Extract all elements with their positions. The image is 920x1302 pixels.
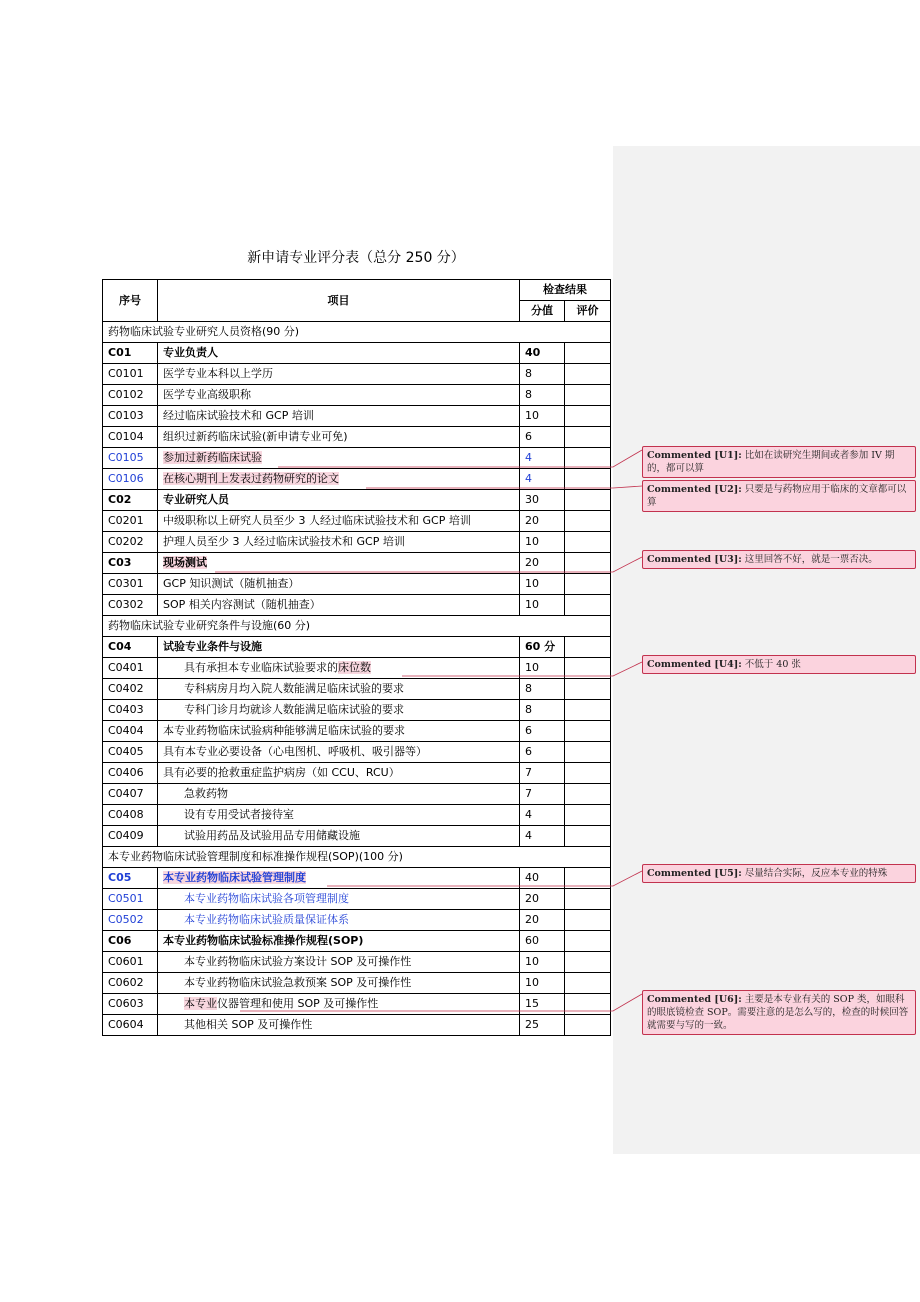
row-item: 经过临床试验技术和 GCP 培训	[158, 406, 520, 427]
row-eval[interactable]	[565, 553, 611, 574]
comment-u5[interactable]	[642, 864, 916, 883]
comment-u6[interactable]	[642, 990, 916, 1035]
row-eval[interactable]	[565, 511, 611, 532]
comment-label: Commented [U5]:	[647, 868, 742, 879]
table-row	[103, 931, 611, 952]
row-item: 护理人员至少 3 人经过临床试验技术和 GCP 培训	[158, 532, 520, 553]
row-item	[158, 469, 520, 490]
comment-text: 这里回答不好，就是一票否决。	[744, 554, 878, 565]
header-item: 项目	[158, 280, 520, 322]
row-eval[interactable]	[565, 763, 611, 784]
row-code: C0103	[103, 406, 158, 427]
table-row	[103, 406, 611, 427]
table-row	[103, 637, 611, 658]
row-code: C0601	[103, 952, 158, 973]
table-row	[103, 385, 611, 406]
row-item	[158, 553, 520, 574]
header-result: 检查结果	[520, 280, 611, 301]
comment-u4[interactable]	[642, 655, 916, 674]
comment-label: Commented [U6]:	[647, 994, 742, 1005]
row-item: 专业研究人员	[158, 490, 520, 511]
commented-text[interactable]: 本专业	[184, 997, 217, 1010]
commented-text[interactable]: 床位数	[338, 661, 371, 674]
comment-u1[interactable]	[642, 446, 916, 478]
row-item: GCP 知识测试（随机抽查）	[158, 574, 520, 595]
row-eval[interactable]	[565, 448, 611, 469]
row-eval[interactable]	[565, 994, 611, 1015]
row-eval[interactable]	[565, 721, 611, 742]
header-eval: 评价	[565, 301, 611, 322]
row-score: 6	[520, 427, 565, 448]
row-eval[interactable]	[565, 532, 611, 553]
row-code: C0105	[103, 448, 158, 469]
row-code: C01	[103, 343, 158, 364]
row-score: 4	[520, 448, 565, 469]
table-row	[103, 574, 611, 595]
table-row	[103, 721, 611, 742]
row-eval[interactable]	[565, 952, 611, 973]
row-code: C0604	[103, 1015, 158, 1036]
row-score: 40	[520, 868, 565, 889]
row-item: 本专业药物临床试验质量保证体系	[158, 910, 520, 931]
row-eval[interactable]	[565, 784, 611, 805]
table-row	[103, 952, 611, 973]
row-code: C06	[103, 931, 158, 952]
table-row	[103, 469, 611, 490]
row-item: 其他相关 SOP 及可操作性	[158, 1015, 520, 1036]
row-code: C0104	[103, 427, 158, 448]
table-row	[103, 448, 611, 469]
row-item: 专业负责人	[158, 343, 520, 364]
row-item: 组织过新药临床试验(新申请专业可免)	[158, 427, 520, 448]
row-code: C0408	[103, 805, 158, 826]
row-code: C0301	[103, 574, 158, 595]
row-item	[158, 994, 520, 1015]
row-eval[interactable]	[565, 595, 611, 616]
row-eval[interactable]	[565, 427, 611, 448]
row-score: 10	[520, 952, 565, 973]
row-score: 4	[520, 805, 565, 826]
row-score: 8	[520, 385, 565, 406]
row-score: 10	[520, 595, 565, 616]
table-row	[103, 595, 611, 616]
comment-label: Commented [U3]:	[647, 554, 742, 565]
row-code: C0102	[103, 385, 158, 406]
row-item: 本专业药物临床试验各项管理制度	[158, 889, 520, 910]
section-title: 药物临床试验专业研究人员资格(90 分)	[103, 322, 611, 343]
row-item: 本专业药物临床试验标准操作规程(SOP)	[158, 931, 520, 952]
row-code: C0502	[103, 910, 158, 931]
row-item: 试验专业条件与设施	[158, 637, 520, 658]
row-code: C03	[103, 553, 158, 574]
comment-u2[interactable]	[642, 480, 916, 512]
row-code: C05	[103, 868, 158, 889]
row-score: 6	[520, 742, 565, 763]
table-row	[103, 679, 611, 700]
row-item: 中级职称以上研究人员至少 3 人经过临床试验技术和 GCP 培训	[158, 511, 520, 532]
row-score: 60 分	[520, 637, 565, 658]
table-row	[103, 553, 611, 574]
table-row	[103, 343, 611, 364]
section-row	[103, 322, 611, 343]
row-eval[interactable]	[565, 406, 611, 427]
row-score: 8	[520, 700, 565, 721]
table-row	[103, 826, 611, 847]
row-item	[158, 448, 520, 469]
table-row	[103, 889, 611, 910]
row-score: 40	[520, 343, 565, 364]
row-item: 专科门诊月均就诊人数能满足临床试验的要求	[158, 700, 520, 721]
row-code: C0402	[103, 679, 158, 700]
row-item: 本专业药物临床试验病种能够满足临床试验的要求	[158, 721, 520, 742]
row-eval[interactable]	[565, 658, 611, 679]
row-eval[interactable]	[565, 889, 611, 910]
table-row	[103, 868, 611, 889]
row-code: C0106	[103, 469, 158, 490]
row-score: 10	[520, 574, 565, 595]
table-header-row	[103, 280, 611, 301]
table-row	[103, 490, 611, 511]
comment-u3[interactable]	[642, 550, 916, 569]
row-code: C0404	[103, 721, 158, 742]
row-item: 试验用药品及试验用品专用储藏设施	[158, 826, 520, 847]
row-score: 10	[520, 532, 565, 553]
row-item: SOP 相关内容测试（随机抽查）	[158, 595, 520, 616]
row-code: C0202	[103, 532, 158, 553]
row-item: 医学专业本科以上学历	[158, 364, 520, 385]
row-eval[interactable]	[565, 805, 611, 826]
table-row	[103, 973, 611, 994]
row-code: C0602	[103, 973, 158, 994]
row-code: C02	[103, 490, 158, 511]
row-eval[interactable]	[565, 742, 611, 763]
row-eval[interactable]	[565, 910, 611, 931]
row-code: C04	[103, 637, 158, 658]
section-row	[103, 616, 611, 637]
row-code: C0405	[103, 742, 158, 763]
row-item: 医学专业高级职称	[158, 385, 520, 406]
row-item: 具有必要的抢救重症监护病房（如 CCU、RCU）	[158, 763, 520, 784]
row-score: 20	[520, 511, 565, 532]
row-eval[interactable]	[565, 868, 611, 889]
row-item	[158, 868, 520, 889]
comment-text: 比如在读研究生期间或者参加 IV 期的，都可以算	[647, 450, 895, 474]
row-score: 20	[520, 910, 565, 931]
row-score: 10	[520, 658, 565, 679]
comment-text: 不低于 40 张	[744, 659, 801, 670]
comment-text: 尽量结合实际，反应本专业的特殊	[744, 868, 888, 879]
row-item: 急救药物	[158, 784, 520, 805]
table-row	[103, 427, 611, 448]
comment-text: 只要是与药物应用于临床的文章都可以算	[647, 484, 907, 508]
commented-text[interactable]: 本专业药物临床试验管理制度	[163, 871, 306, 884]
section-title: 本专业药物临床试验管理制度和标准操作规程(SOP)(100 分)	[103, 847, 611, 868]
row-score: 7	[520, 784, 565, 805]
table-row	[103, 364, 611, 385]
row-eval[interactable]	[565, 574, 611, 595]
row-item: 本专业药物临床试验方案设计 SOP 及可操作性	[158, 952, 520, 973]
commented-text[interactable]: 在核心期刊上发表过药物研究的论文	[163, 472, 339, 485]
row-score: 20	[520, 889, 565, 910]
row-eval[interactable]	[565, 700, 611, 721]
row-score: 60	[520, 931, 565, 952]
row-eval[interactable]	[565, 973, 611, 994]
section-row	[103, 847, 611, 868]
table-row	[103, 994, 611, 1015]
row-score: 4	[520, 826, 565, 847]
comment-text: 主要是本专业有关的 SOP 类，如眼科的眼底镜检查 SOP。需要注意的是怎么写的，检查的时候回答就需要与写的一致。	[647, 994, 909, 1031]
row-score: 8	[520, 364, 565, 385]
row-code: C0406	[103, 763, 158, 784]
row-score: 25	[520, 1015, 565, 1036]
row-eval[interactable]	[565, 637, 611, 658]
row-item: 具有本专业必要设备（心电图机、呼吸机、吸引器等）	[158, 742, 520, 763]
row-eval[interactable]	[565, 364, 611, 385]
row-code: C0501	[103, 889, 158, 910]
row-eval[interactable]	[565, 469, 611, 490]
row-eval[interactable]	[565, 343, 611, 364]
row-score: 6	[520, 721, 565, 742]
row-eval[interactable]	[565, 385, 611, 406]
row-item	[158, 658, 520, 679]
row-code: C0401	[103, 658, 158, 679]
header-score: 分值	[520, 301, 565, 322]
row-code: C0302	[103, 595, 158, 616]
document-title: 新申请专业评分表（总分 250 分）	[247, 250, 465, 266]
row-eval[interactable]	[565, 826, 611, 847]
row-item-text: 具有承担本专业临床试验要求的	[184, 661, 338, 674]
row-code: C0409	[103, 826, 158, 847]
row-score: 15	[520, 994, 565, 1015]
row-score: 10	[520, 406, 565, 427]
row-score: 20	[520, 553, 565, 574]
table-row	[103, 784, 611, 805]
comment-label: Commented [U2]:	[647, 484, 742, 495]
table-row	[103, 1015, 611, 1036]
row-code: C0407	[103, 784, 158, 805]
row-score: 4	[520, 469, 565, 490]
table-row	[103, 805, 611, 826]
row-item: 专科病房月均入院人数能满足临床试验的要求	[158, 679, 520, 700]
table-row	[103, 511, 611, 532]
header-index: 序号	[103, 280, 158, 322]
row-score: 8	[520, 679, 565, 700]
score-table	[102, 279, 611, 1036]
commented-text[interactable]: 现场测试	[163, 556, 207, 569]
row-eval[interactable]	[565, 931, 611, 952]
row-eval[interactable]	[565, 490, 611, 511]
row-code: C0101	[103, 364, 158, 385]
table-row	[103, 910, 611, 931]
row-code: C0603	[103, 994, 158, 1015]
table-row	[103, 532, 611, 553]
row-item-text: 仪器管理和使用 SOP 及可操作性	[217, 997, 379, 1010]
section-title: 药物临床试验专业研究条件与设施(60 分)	[103, 616, 611, 637]
comment-label: Commented [U4]:	[647, 659, 742, 670]
comment-label: Commented [U1]:	[647, 450, 742, 461]
table-row	[103, 658, 611, 679]
row-score: 30	[520, 490, 565, 511]
row-item: 本专业药物临床试验急救预案 SOP 及可操作性	[158, 973, 520, 994]
row-score: 7	[520, 763, 565, 784]
commented-text[interactable]: 参加过新药临床试验	[163, 451, 262, 464]
row-score: 10	[520, 973, 565, 994]
table-row	[103, 742, 611, 763]
row-code: C0201	[103, 511, 158, 532]
table-row	[103, 700, 611, 721]
row-item: 设有专用受试者接待室	[158, 805, 520, 826]
table-row	[103, 763, 611, 784]
row-code: C0403	[103, 700, 158, 721]
row-eval[interactable]	[565, 1015, 611, 1036]
row-eval[interactable]	[565, 679, 611, 700]
